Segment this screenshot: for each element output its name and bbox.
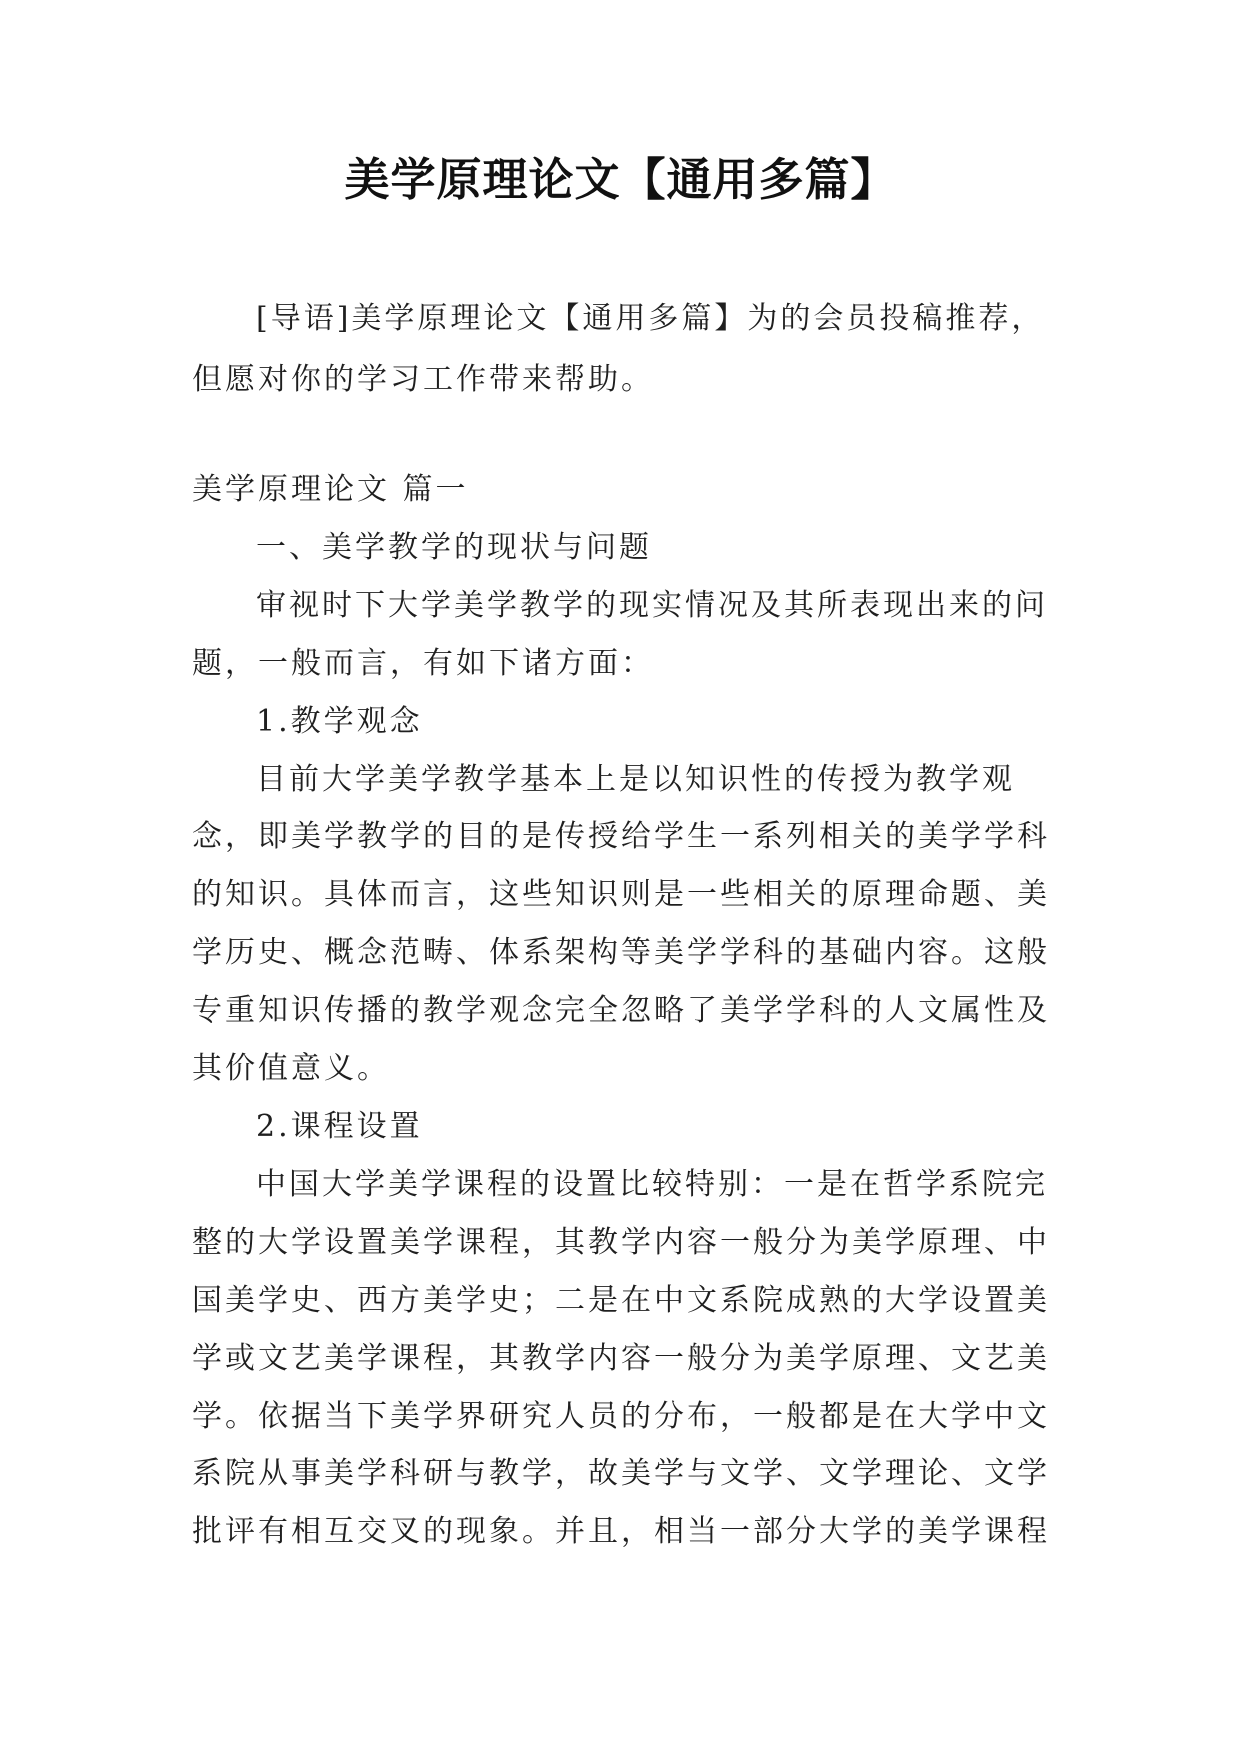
body-paragraph: 审视时下大学美学教学的现实情况及其所表现出来的问题，一般而言，有如下诸方面： [192,587,1048,681]
subheading-curriculum: 2.课程设置 [256,1108,423,1144]
body-paragraph: 目前大学美学教学基本上是以知识性的传授为教学观念，即美学教学的目的是传授给学生一系列相关的美学学科的知识。具体而言，这些知识则是一些相关的原理命题、美学历史、概念范畴、体系架构等美学学科的基础内容。这般专重知识传播的教学观念完全忽略了美学学科的人文属性及其价值意义。 [192,761,1050,1087]
document-title: 美学原理论文【通用多篇】 [344,153,897,206]
subheading-status-and-problems: 一、美学教学的现状与问题 [256,529,652,565]
body-paragraph: 中国大学美学课程的设置比较特别：一是在哲学系院完整的大学设置美学课程，其教学内容一般分为美学原理、中国美学史、西方美学史；二是在中文系院成熟的大学设置美学或文艺美学课程，其教学内容一般分为美学原理、文艺美学。依据当下美学界研究人员的分布，一般都是在大学中文系院从事美学科研与教学，故美学与文学、文学理论、文学批评有相互交叉的现象。并且，相当一部分大学的美学课程 [192,1166,1050,1550]
document-body [192,461,1054,1561]
section-heading: 美学原理论文 篇一 [192,472,469,507]
intro-paragraph: [导语]美学原理论文【通用多篇】为的会员投稿推荐，但愿对你的学习工作带来帮助。 [192,301,1045,397]
subheading-teaching-concept: 1.教学观念 [256,703,423,739]
